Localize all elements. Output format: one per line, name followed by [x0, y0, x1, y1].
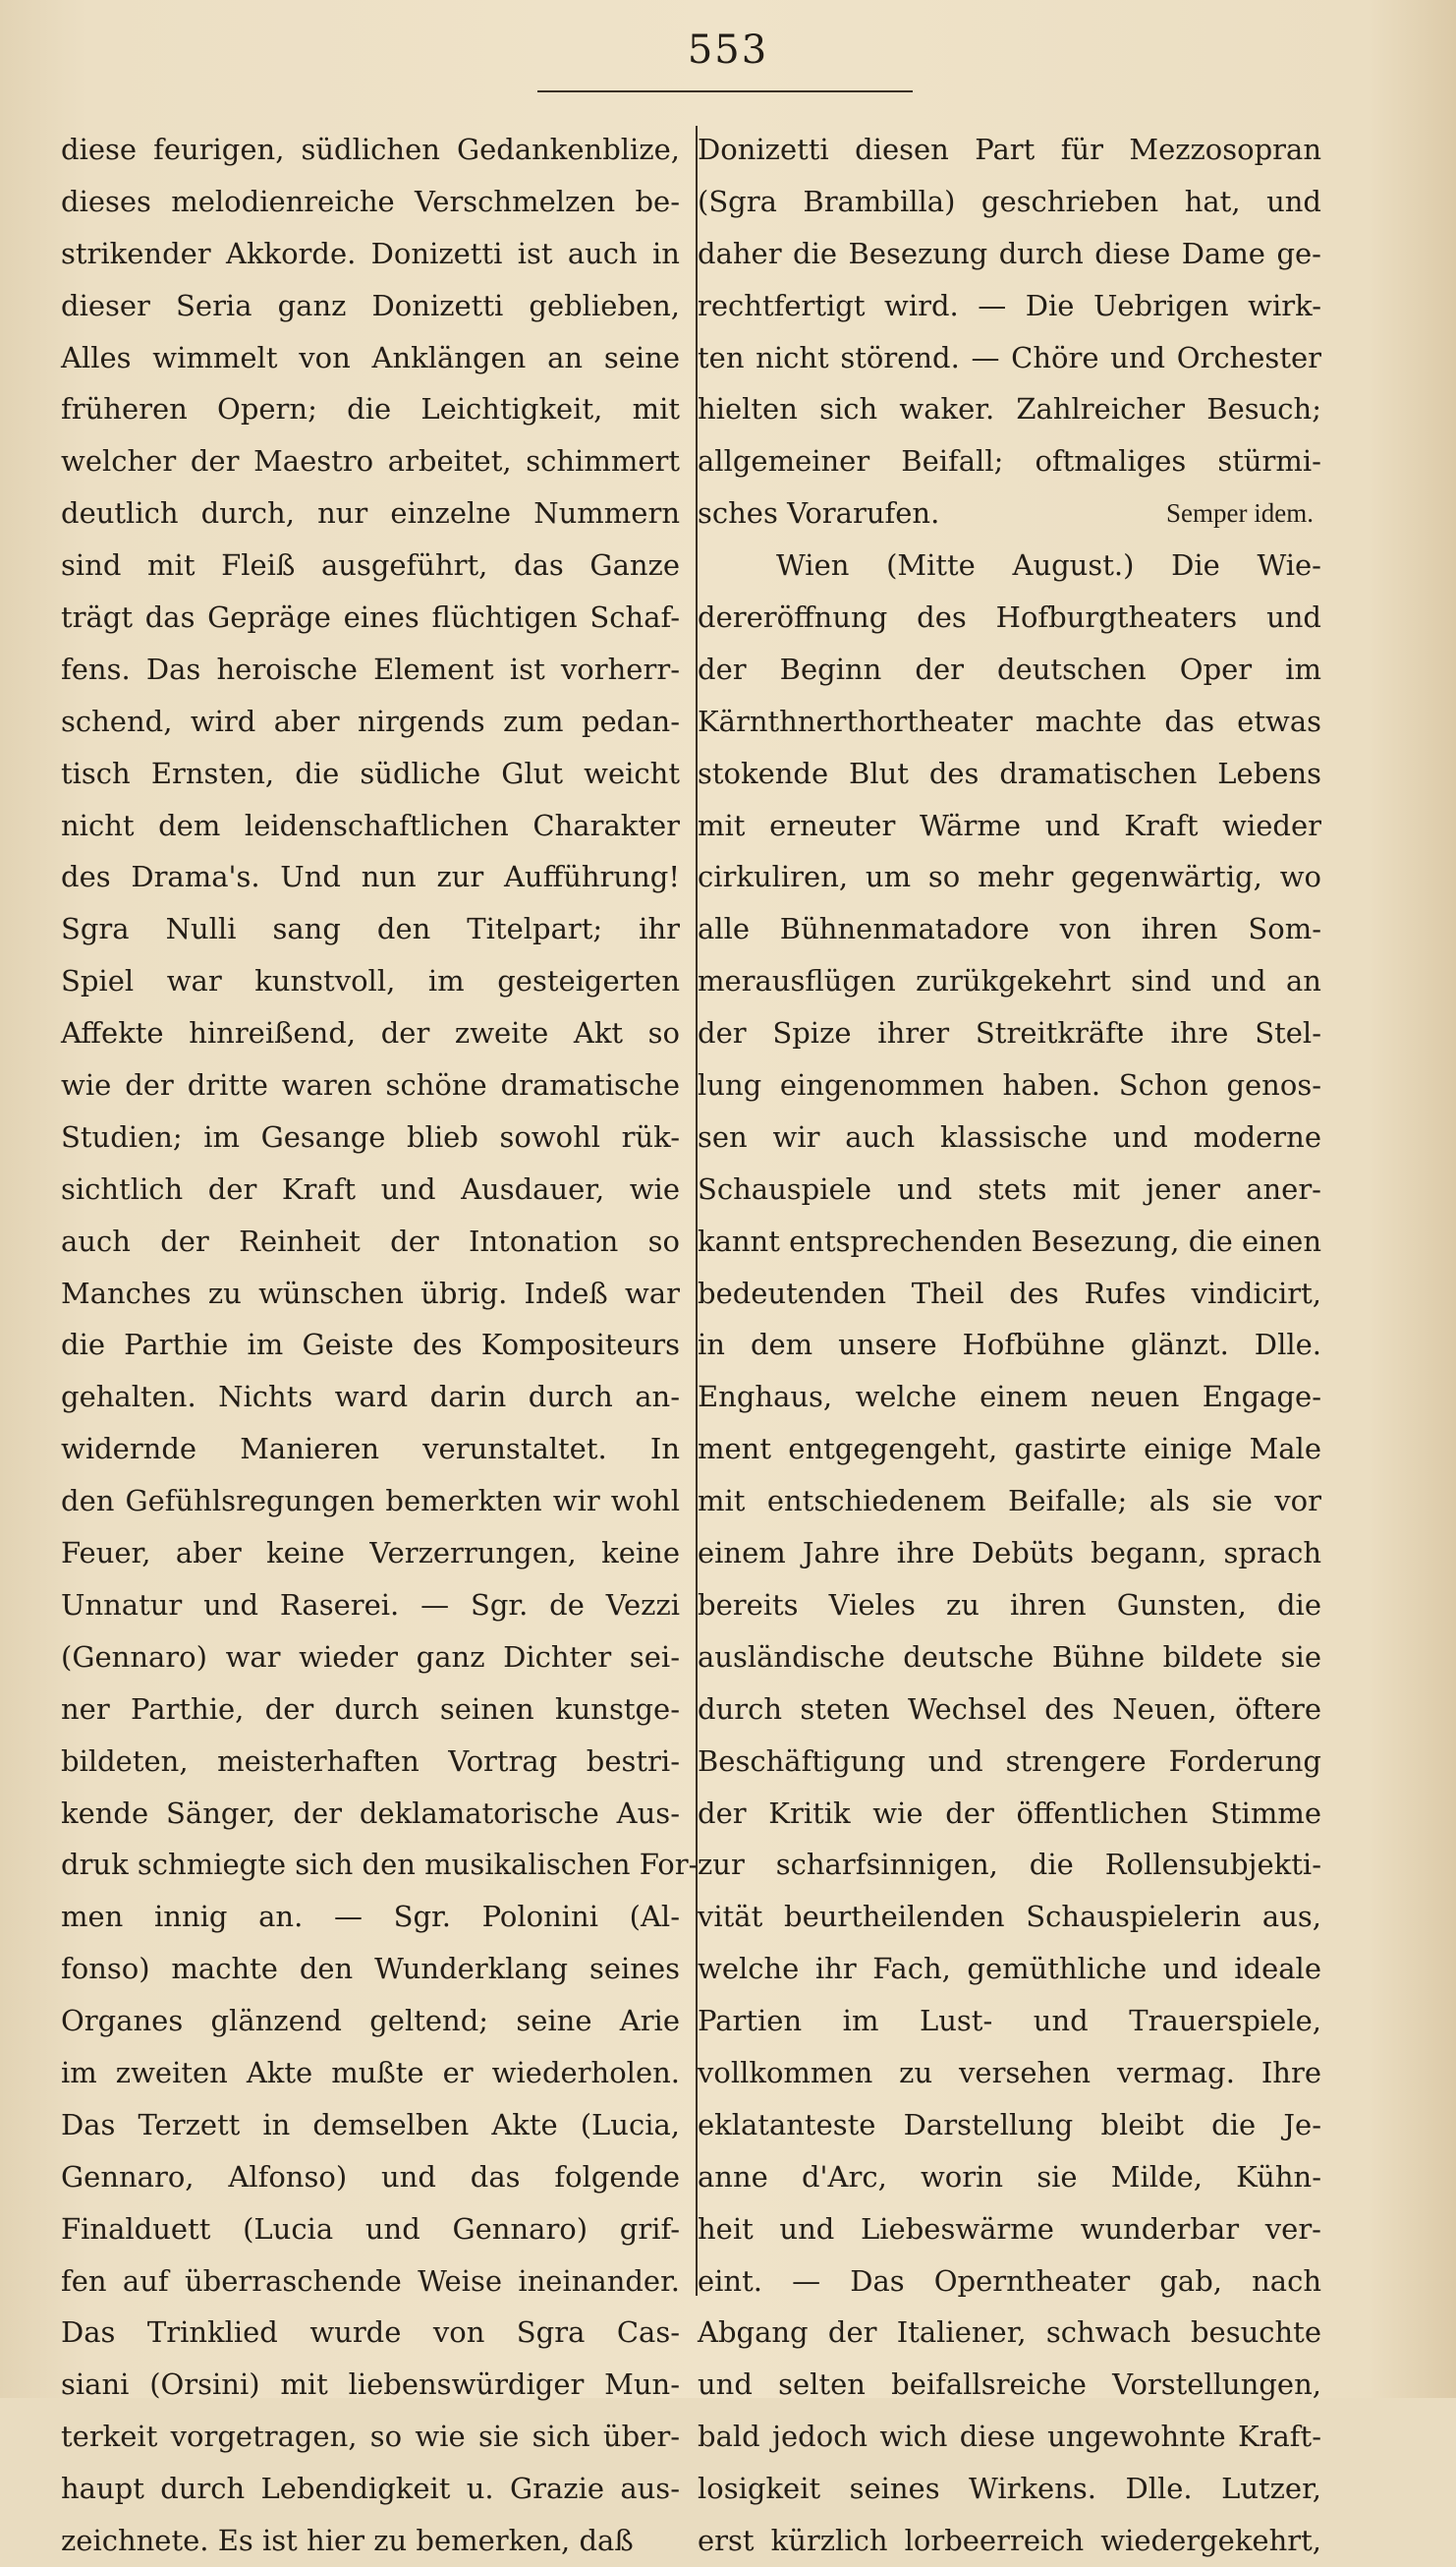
text-line — [698, 487, 1321, 540]
text-line: Enghaus, welche einem neuen Engage- — [698, 1380, 1321, 1414]
text-line: einem Jahre ihre Debüts begann, sprach — [698, 1536, 1321, 1570]
text-line: der Beginn der deutschen Oper im — [698, 652, 1321, 686]
text-line: Gennaro, Alfonso) und das folgende — [61, 2159, 680, 2194]
text-line: Abgang der Italiener, schwach besuchte — [698, 2315, 1321, 2350]
text-line: cirkuliren, um so mehr gegenwärtig, wo — [698, 860, 1321, 894]
text-line: Das Terzett in demselben Akte (Lucia, — [61, 2107, 680, 2141]
text-line: lung eingenommen haben. Schon genos- — [698, 1068, 1321, 1103]
text-line: Donizetti diesen Part für Mezzosopran — [698, 133, 1321, 166]
text-line: fen auf überraschende Weise ineinander. — [61, 2263, 680, 2298]
text-line: mit erneuter Wärme und Kraft wieder — [698, 808, 1321, 842]
text-line: ment entgegengeht, gastirte einige Male — [698, 1432, 1321, 1466]
text-line: men innig an. — Sgr. Polonini (Al- — [61, 1900, 680, 1934]
text-line: fens. Das heroische Element ist vorherr- — [61, 652, 680, 686]
left-column — [61, 124, 699, 2557]
text-line: früheren Opern; die Leichtigkeit, mit — [61, 392, 680, 427]
text-line: fonso) machte den Wunderklang seines — [61, 1952, 680, 1986]
text-line: mit entschiedenem Beifalle; als sie vor — [698, 1484, 1321, 1518]
text-line: vität beurtheilenden Schauspielerin aus, — [698, 1900, 1321, 1934]
header-rule — [537, 90, 913, 92]
text-line: Affekte hinreißend, der zweite Akt so — [61, 1016, 680, 1051]
text-line: Wien (Mitte August.) Die Wie- — [776, 548, 1321, 583]
text-line: sind mit Fleiß ausgeführt, das Ganze — [61, 548, 680, 583]
text-line: Kärnthnerthortheater machte das etwas — [698, 704, 1321, 738]
text-line: sichtlich der Kraft und Ausdauer, wie — [61, 1171, 680, 1206]
text-line: ner Parthie, der durch seinen kunstge- — [61, 1691, 680, 1726]
text-line: in dem unsere Hofbühne glänzt. Dlle. — [698, 1328, 1321, 1362]
text-line: losigkeit seines Wirkens. Dlle. Lutzer, — [698, 2472, 1321, 2506]
text-line: Finalduett (Lucia und Gennaro) grif- — [61, 2211, 680, 2246]
text-line: siani (Orsini) mit liebenswürdiger Mun- — [61, 2367, 680, 2402]
text-line: Sgra Nulli sang den Titelpart; ihr — [61, 912, 680, 946]
text-line: (Sgra Brambilla) geschrieben hat, und — [698, 184, 1321, 218]
text-line: Beschäftigung und strengere Forderung — [698, 1743, 1321, 1778]
text-line: kannt entsprechenden Besezung, die einen — [698, 1224, 1321, 1258]
text-line: eint. — Das Operntheater gab, nach — [698, 2263, 1321, 2298]
text-line: bereits Vieles zu ihren Gunsten, die — [698, 1587, 1321, 1622]
text-line-content: sches Vorarufen. — [698, 496, 940, 531]
text-line: bedeutenden Theil des Rufes vindicirt, — [698, 1276, 1321, 1310]
text-line: Spiel war kunstvoll, im gesteigerten — [61, 964, 680, 998]
text-line: hielten sich waker. Zahlreicher Besuch; — [698, 392, 1321, 427]
text-line: kende Sänger, der deklamatorische Aus- — [61, 1796, 680, 1830]
text-line: ausländische deutsche Bühne bildete sie — [698, 1639, 1321, 1674]
text-line: terkeit vorgetragen, so wie sie sich über- — [61, 2420, 680, 2454]
text-line: druk schmiegte sich den musikalischen For- — [61, 1848, 699, 1882]
text-line: heit und Liebeswärme wunderbar ver- — [698, 2211, 1321, 2246]
text-line: dieser Seria ganz Donizetti geblieben, — [61, 288, 680, 322]
text-line: Unnatur und Raserei. — Sgr. de Vezzi — [61, 1587, 680, 1622]
text-line: strikender Akkorde. Donizetti ist auch in — [61, 236, 680, 270]
text-line: zur scharfsinnigen, die Rollensubjekti- — [698, 1848, 1321, 1882]
text-line: den Gefühlsregungen bemerkten wir wohl — [61, 1484, 680, 1518]
text-line: alle Bühnenmatadore von ihren Som- — [698, 912, 1321, 946]
text-line: anne d'Arc, worin sie Milde, Kühn- — [698, 2159, 1321, 2194]
text-line: tisch Ernsten, die südliche Glut weicht — [61, 756, 680, 790]
text-line: bildeten, meisterhaften Vortrag bestri- — [61, 1743, 680, 1778]
text-line: dereröffnung des Hofburgtheaters und — [698, 600, 1321, 635]
signature: Semper idem. — [1166, 498, 1314, 529]
text-line: Feuer, aber keine Verzerrungen, keine — [61, 1536, 680, 1570]
text-line: Partien im Lust- und Trauerspiele, — [698, 2004, 1321, 2038]
text-line: wie der dritte waren schöne dramatische — [61, 1068, 680, 1103]
text-line: (Gennaro) war wieder ganz Dichter sei- — [61, 1639, 680, 1674]
text-line: nicht dem leidenschaftlichen Charakter — [61, 808, 680, 842]
text-line: welche ihr Fach, gemüthliche und ideale — [698, 1952, 1321, 1986]
text-line: Studien; im Gesange blieb sowohl rük- — [61, 1119, 680, 1154]
text-line: durch steten Wechsel des Neuen, öftere — [698, 1691, 1321, 1726]
text-line: Schauspiele und stets mit jener aner- — [698, 1171, 1321, 1206]
text-line: bald jedoch wich diese ungewohnte Kraft- — [698, 2420, 1321, 2454]
text-line: trägt das Gepräge eines flüchtigen Schaf- — [61, 600, 680, 635]
text-line: deutlich durch, nur einzelne Nummern — [61, 496, 680, 531]
text-line: schend, wird aber nirgends zum pedan- — [61, 704, 680, 738]
text-line: widernde Manieren verunstaltet. In — [61, 1432, 680, 1466]
text-line: eklatanteste Darstellung bleibt die Je- — [698, 2107, 1321, 2141]
text-line: stokende Blut des dramatischen Lebens — [698, 756, 1321, 790]
text-line: sen wir auch klassische und moderne — [698, 1119, 1321, 1154]
text-line: welcher der Maestro arbeitet, schimmert — [61, 444, 680, 479]
text-line: daher die Besezung durch diese Dame ge- — [698, 236, 1321, 270]
text-line: dieses melodienreiche Verschmelzen be- — [61, 184, 680, 218]
text-line: und selten beifallsreiche Vorstellungen, — [698, 2367, 1321, 2402]
text-line: des Drama's. Und nun zur Aufführung! — [61, 860, 680, 894]
text-line: merausflügen zurükgekehrt sind und an — [698, 964, 1321, 998]
text-line: vollkommen zu versehen vermag. Ihre — [698, 2055, 1321, 2089]
text-line: haupt durch Lebendigkeit u. Grazie aus- — [61, 2472, 680, 2506]
page-number: 553 — [687, 28, 769, 73]
text-line: diese feurigen, südlichen Gedankenblize, — [61, 133, 680, 166]
text-line: rechtfertigt wird. — Die Uebrigen wirk- — [698, 288, 1321, 322]
text-line: erst kürzlich lorbeerreich wiedergekehrt, — [698, 2523, 1321, 2557]
text-line: der Kritik wie der öffentlichen Stimme — [698, 1796, 1321, 1830]
text-line: auch der Reinheit der Intonation so — [61, 1224, 680, 1258]
text-line: der Spize ihrer Streitkräfte ihre Stel- — [698, 1016, 1321, 1051]
text-line: im zweiten Akte mußte er wiederholen. — [61, 2055, 680, 2089]
text-line: allgemeiner Beifall; oftmaliges stürmi- — [698, 444, 1321, 479]
text-line: Organes glänzend geltend; seine Arie — [61, 2004, 680, 2038]
text-line: gehalten. Nichts ward darin durch an- — [61, 1380, 680, 1414]
text-line: Das Trinklied wurde von Sgra Cas- — [61, 2315, 680, 2350]
text-line: die Parthie im Geiste des Kompositeurs — [61, 1328, 680, 1362]
right-column — [698, 124, 1321, 2557]
text-line: Manches zu wünschen übrig. Indeß war — [61, 1276, 680, 1310]
text-line: Alles wimmelt von Anklängen an seine — [61, 340, 680, 374]
text-line: zeichnete. Es ist hier zu bemerken, daß — [61, 2523, 634, 2557]
text-line: ten nicht störend. — Chöre und Orchester — [698, 340, 1321, 374]
